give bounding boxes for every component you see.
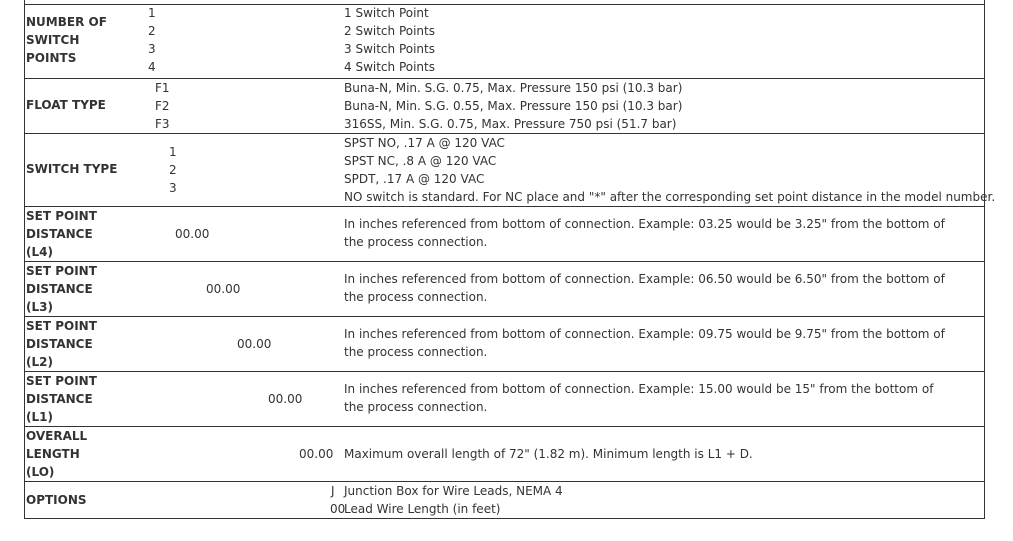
row-description: SPST NO, .17 A @ 120 VAC SPST NC, .8 A @ 120 VAC SPDT, .17 A @ 120 VAC NO switch is standard. For NC place and "*" after the corresponding set point distance in the model number. — [344, 136, 996, 204]
table-row — [25, 206, 984, 261]
row-description: In inches referenced from bottom of connection. Example: 06.50 would be 6.50" from the bottom of the process connection. — [344, 272, 945, 304]
row-codes: 1 2 3 — [169, 145, 177, 195]
row-description: In inches referenced from bottom of connection. Example: 03.25 would be 3.25" from the bottom of the process connection. — [344, 217, 945, 249]
row-description: 1 Switch Point 2 Switch Points 3 Switch Points 4 Switch Points — [344, 6, 435, 74]
row-label: NUMBER OF SWITCH POINTS — [26, 15, 107, 65]
row-codes: 1 2 3 4 — [148, 6, 156, 74]
row-description: Maximum overall length of 72" (1.82 m). Minimum length is L1 + D. — [344, 447, 753, 461]
row-codes: J 00 — [330, 484, 346, 516]
row-label: SWITCH TYPE — [26, 162, 118, 176]
table-row — [25, 481, 984, 518]
table-row — [25, 0, 984, 78]
row-description: In inches referenced from bottom of connection. Example: 09.75 would be 9.75" from the bottom of the process connection. — [344, 327, 945, 359]
row-codes: 00.00 — [237, 337, 272, 351]
row-label: SET POINT DISTANCE (L4) — [26, 209, 97, 259]
row-label: SET POINT DISTANCE (L1) — [26, 374, 97, 424]
row-description: Buna-N, Min. S.G. 0.75, Max. Pressure 150 psi (10.3 bar) Buna-N, Min. S.G. 0.55, Max. Pressure 150 psi (10.3 bar) 316SS, Min. S.G. 0.75, Max. Pressure 750 psi (51.7 bar) — [344, 81, 683, 131]
row-label: FLOAT TYPE — [26, 98, 106, 112]
table-row — [25, 371, 984, 426]
table-row — [25, 261, 984, 316]
row-label: SET POINT DISTANCE (L3) — [26, 264, 97, 314]
model-code-table — [24, 0, 996, 519]
row-label: OPTIONS — [26, 493, 87, 507]
table-row — [25, 316, 984, 371]
table-row — [25, 133, 996, 206]
row-codes: 00.00 — [206, 282, 241, 296]
row-description: In inches referenced from bottom of connection. Example: 15.00 would be 15" from the bottom of the process connection. — [344, 382, 934, 414]
row-codes: 00.00 — [175, 227, 210, 241]
row-label: OVERALL LENGTH (LO) — [26, 429, 88, 479]
row-codes: 00.00 — [268, 392, 303, 406]
table-row — [25, 426, 984, 481]
table-row — [25, 78, 984, 133]
row-label: SET POINT DISTANCE (L2) — [26, 319, 97, 369]
row-description: Junction Box for Wire Leads, NEMA 4 Lead Wire Length (in feet) — [344, 484, 563, 516]
row-codes: 00.00 — [299, 447, 334, 461]
row-codes: F1 F2 F3 — [155, 81, 170, 131]
